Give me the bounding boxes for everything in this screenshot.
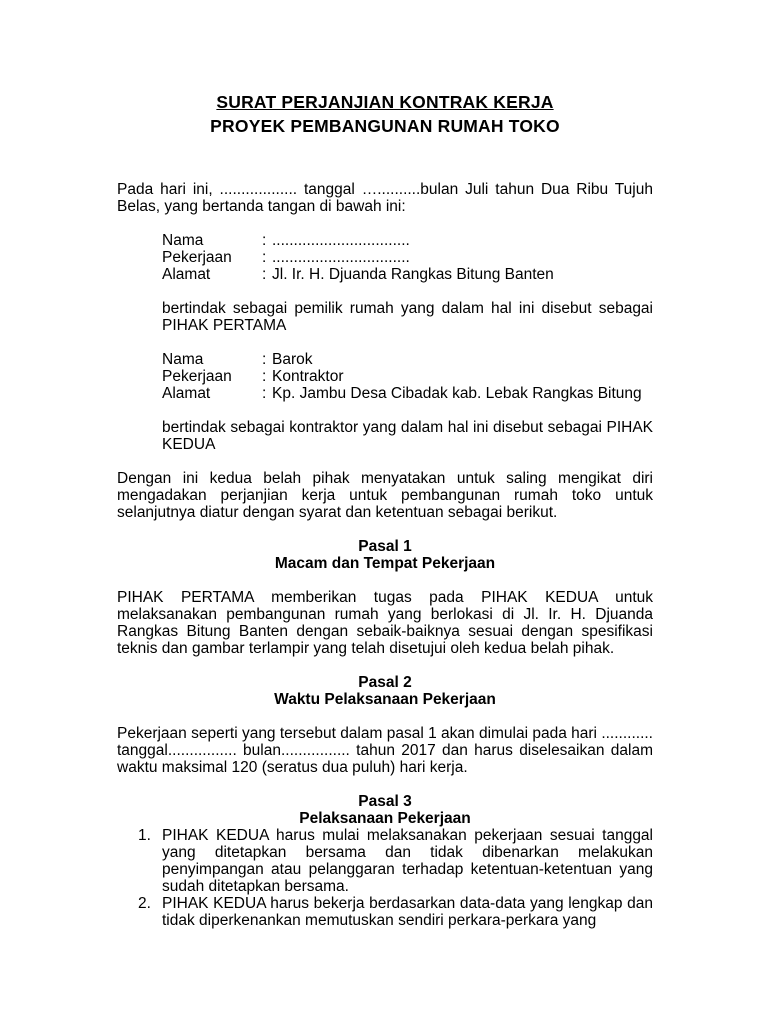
field-value: Jl. Ir. H. Djuanda Rangkas Bitung Banten	[272, 266, 554, 283]
list-item	[117, 827, 653, 895]
party1-name-row	[162, 232, 653, 249]
agreement-paragraph: Dengan ini kedua belah pihak menyatakan untuk saling mengikat diri mengadakan perjanjian kerja untuk pembangunan rumah toko untuk selanjutnya diatur dengan syarat dan ketentuan sebagai berikut.	[117, 470, 653, 521]
field-label: Nama	[162, 232, 204, 249]
list-item	[117, 895, 653, 929]
party2-role: bertindak sebagai kontraktor yang dalam hal ini disebut sebagai PIHAK KEDUA	[162, 419, 653, 453]
field-value: Kontraktor	[272, 368, 344, 385]
pasal1-title: Macam dan Tempat Pekerjaan	[274, 555, 496, 572]
pasal2-title: Waktu Pelaksanaan Pekerjaan	[274, 691, 496, 708]
field-value: Barok	[272, 351, 313, 368]
pasal2-body: Pekerjaan seperti yang tersebut dalam pasal 1 akan dimulai pada hari ............ tanggal................ bulan................ tahun 2017 dan harus diselesaikan dalam waktu maksimal 120 (seratus dua puluh) hari kerja.	[117, 725, 653, 776]
field-colon: :	[262, 266, 267, 283]
pasal1-number: Pasal 1	[358, 538, 412, 555]
field-colon: :	[262, 368, 267, 385]
field-colon: :	[262, 249, 267, 266]
list-item-text: PIHAK KEDUA harus mulai melaksanakan pekerjaan sesuai tanggal yang ditetapkan bersama dan tidak dibenarkan melakukan penyimpangan atau pelanggaran terhadap ketentuan-ketentuan yang sudah ditetapkan bersama.	[162, 827, 653, 895]
party2-address-row	[162, 385, 653, 402]
party2-name-row	[162, 351, 653, 368]
field-label: Pekerjaan	[162, 249, 232, 266]
pasal2-number: Pasal 2	[358, 674, 412, 691]
party2-fields	[162, 351, 653, 402]
party1-role: bertindak sebagai pemilik rumah yang dalam hal ini disebut sebagai PIHAK PERTAMA	[162, 300, 653, 334]
field-colon: :	[262, 351, 267, 368]
party1-job-row	[162, 249, 653, 266]
list-item-number-cell	[117, 827, 162, 895]
list-item-number: 1.	[138, 827, 151, 844]
field-label: Nama	[162, 351, 204, 368]
field-value: Kp. Jambu Desa Cibadak kab. Lebak Rangkas Bitung	[272, 385, 642, 402]
party1-address-row	[162, 266, 653, 283]
document-title-line1: SURAT PERJANJIAN KONTRAK KERJA	[216, 92, 554, 112]
document-title-line2: PROYEK PEMBANGUNAN RUMAH TOKO	[210, 116, 560, 136]
pasal3-list	[117, 827, 653, 929]
pasal3-number: Pasal 3	[358, 793, 412, 810]
party2-job-row	[162, 368, 653, 385]
list-item-number: 2.	[138, 895, 151, 912]
pasal1-body: PIHAK PERTAMA memberikan tugas pada PIHAK KEDUA untuk melaksanakan pembangunan rumah yang berlokasi di Jl. Ir. H. Djuanda Rangkas Bitung Banten dengan sebaik-baiknya sesuai dengan spesifikasi teknis dan gambar terlampir yang telah disetujui oleh kedua belah pihak.	[117, 589, 653, 657]
field-colon: :	[262, 385, 267, 402]
field-label: Pekerjaan	[162, 368, 232, 385]
list-item-text: PIHAK KEDUA harus bekerja berdasarkan data-data yang lengkap dan tidak diperkenankan memutuskan sendiri perkara-perkara yang	[162, 895, 653, 929]
field-value: ................................	[272, 249, 410, 266]
field-label: Alamat	[162, 266, 211, 283]
field-value: ................................	[272, 232, 410, 249]
field-colon: :	[262, 232, 267, 249]
party1-fields	[162, 232, 653, 283]
document-content	[117, 90, 653, 929]
pasal3-title: Pelaksanaan Pekerjaan	[299, 810, 471, 827]
field-label: Alamat	[162, 385, 211, 402]
opening-paragraph: Pada hari ini, .................. tanggal …..........bulan Juli tahun Dua Ribu Tujuh Belas, yang bertanda tangan di bawah ini:	[117, 181, 653, 215]
list-item-number-cell	[117, 895, 162, 929]
